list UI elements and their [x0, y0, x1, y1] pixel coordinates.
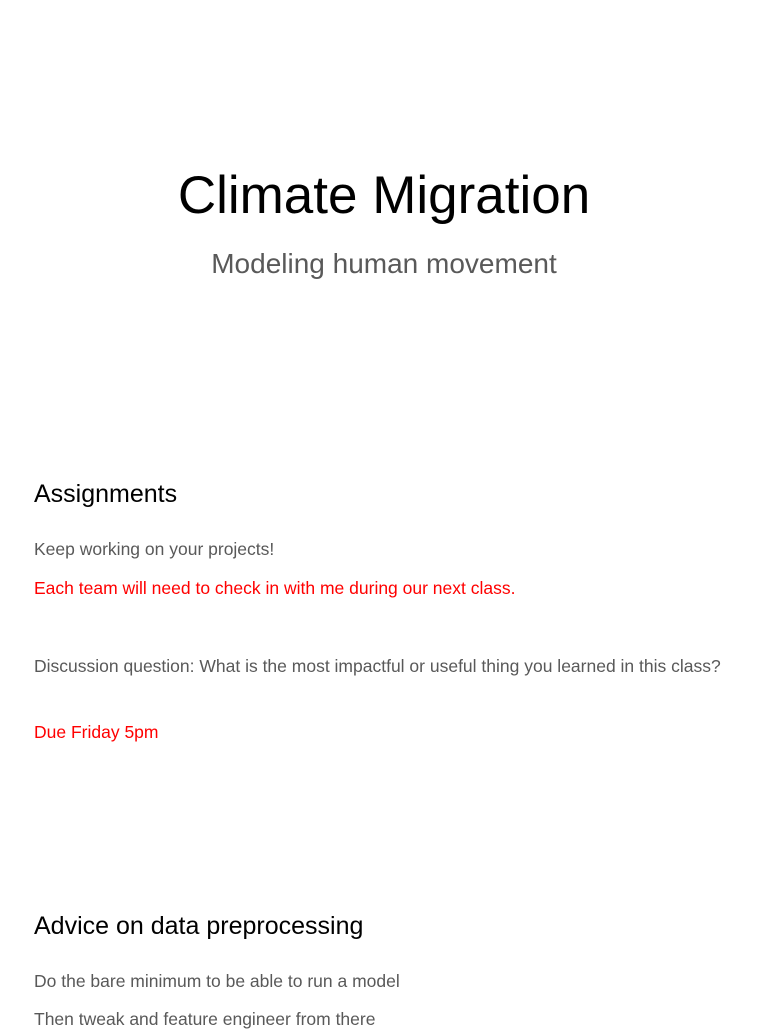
advice-heading: Advice on data preprocessing [34, 912, 364, 940]
assignments-heading: Assignments [34, 480, 178, 508]
assignment-item: Keep working on your projects! [34, 539, 275, 559]
advice-slide [0, 864, 768, 1029]
slide-subtitle: Modeling human movement [211, 248, 557, 279]
advice-item: Do the bare minimum to be able to run a model [34, 971, 400, 991]
slide-title: Climate Migration [177, 166, 591, 225]
title-slide [0, 0, 768, 432]
assignments-slide [0, 432, 768, 864]
assignment-due-date: Due Friday 5pm [34, 722, 159, 742]
assignment-item: Discussion question: What is the most impactful or useful thing you learned in this class? [34, 656, 721, 676]
assignment-item-emphasis: Each team will need to check in with me during our next class. [34, 578, 516, 598]
advice-item: Then tweak and feature engineer from there [34, 1009, 376, 1029]
